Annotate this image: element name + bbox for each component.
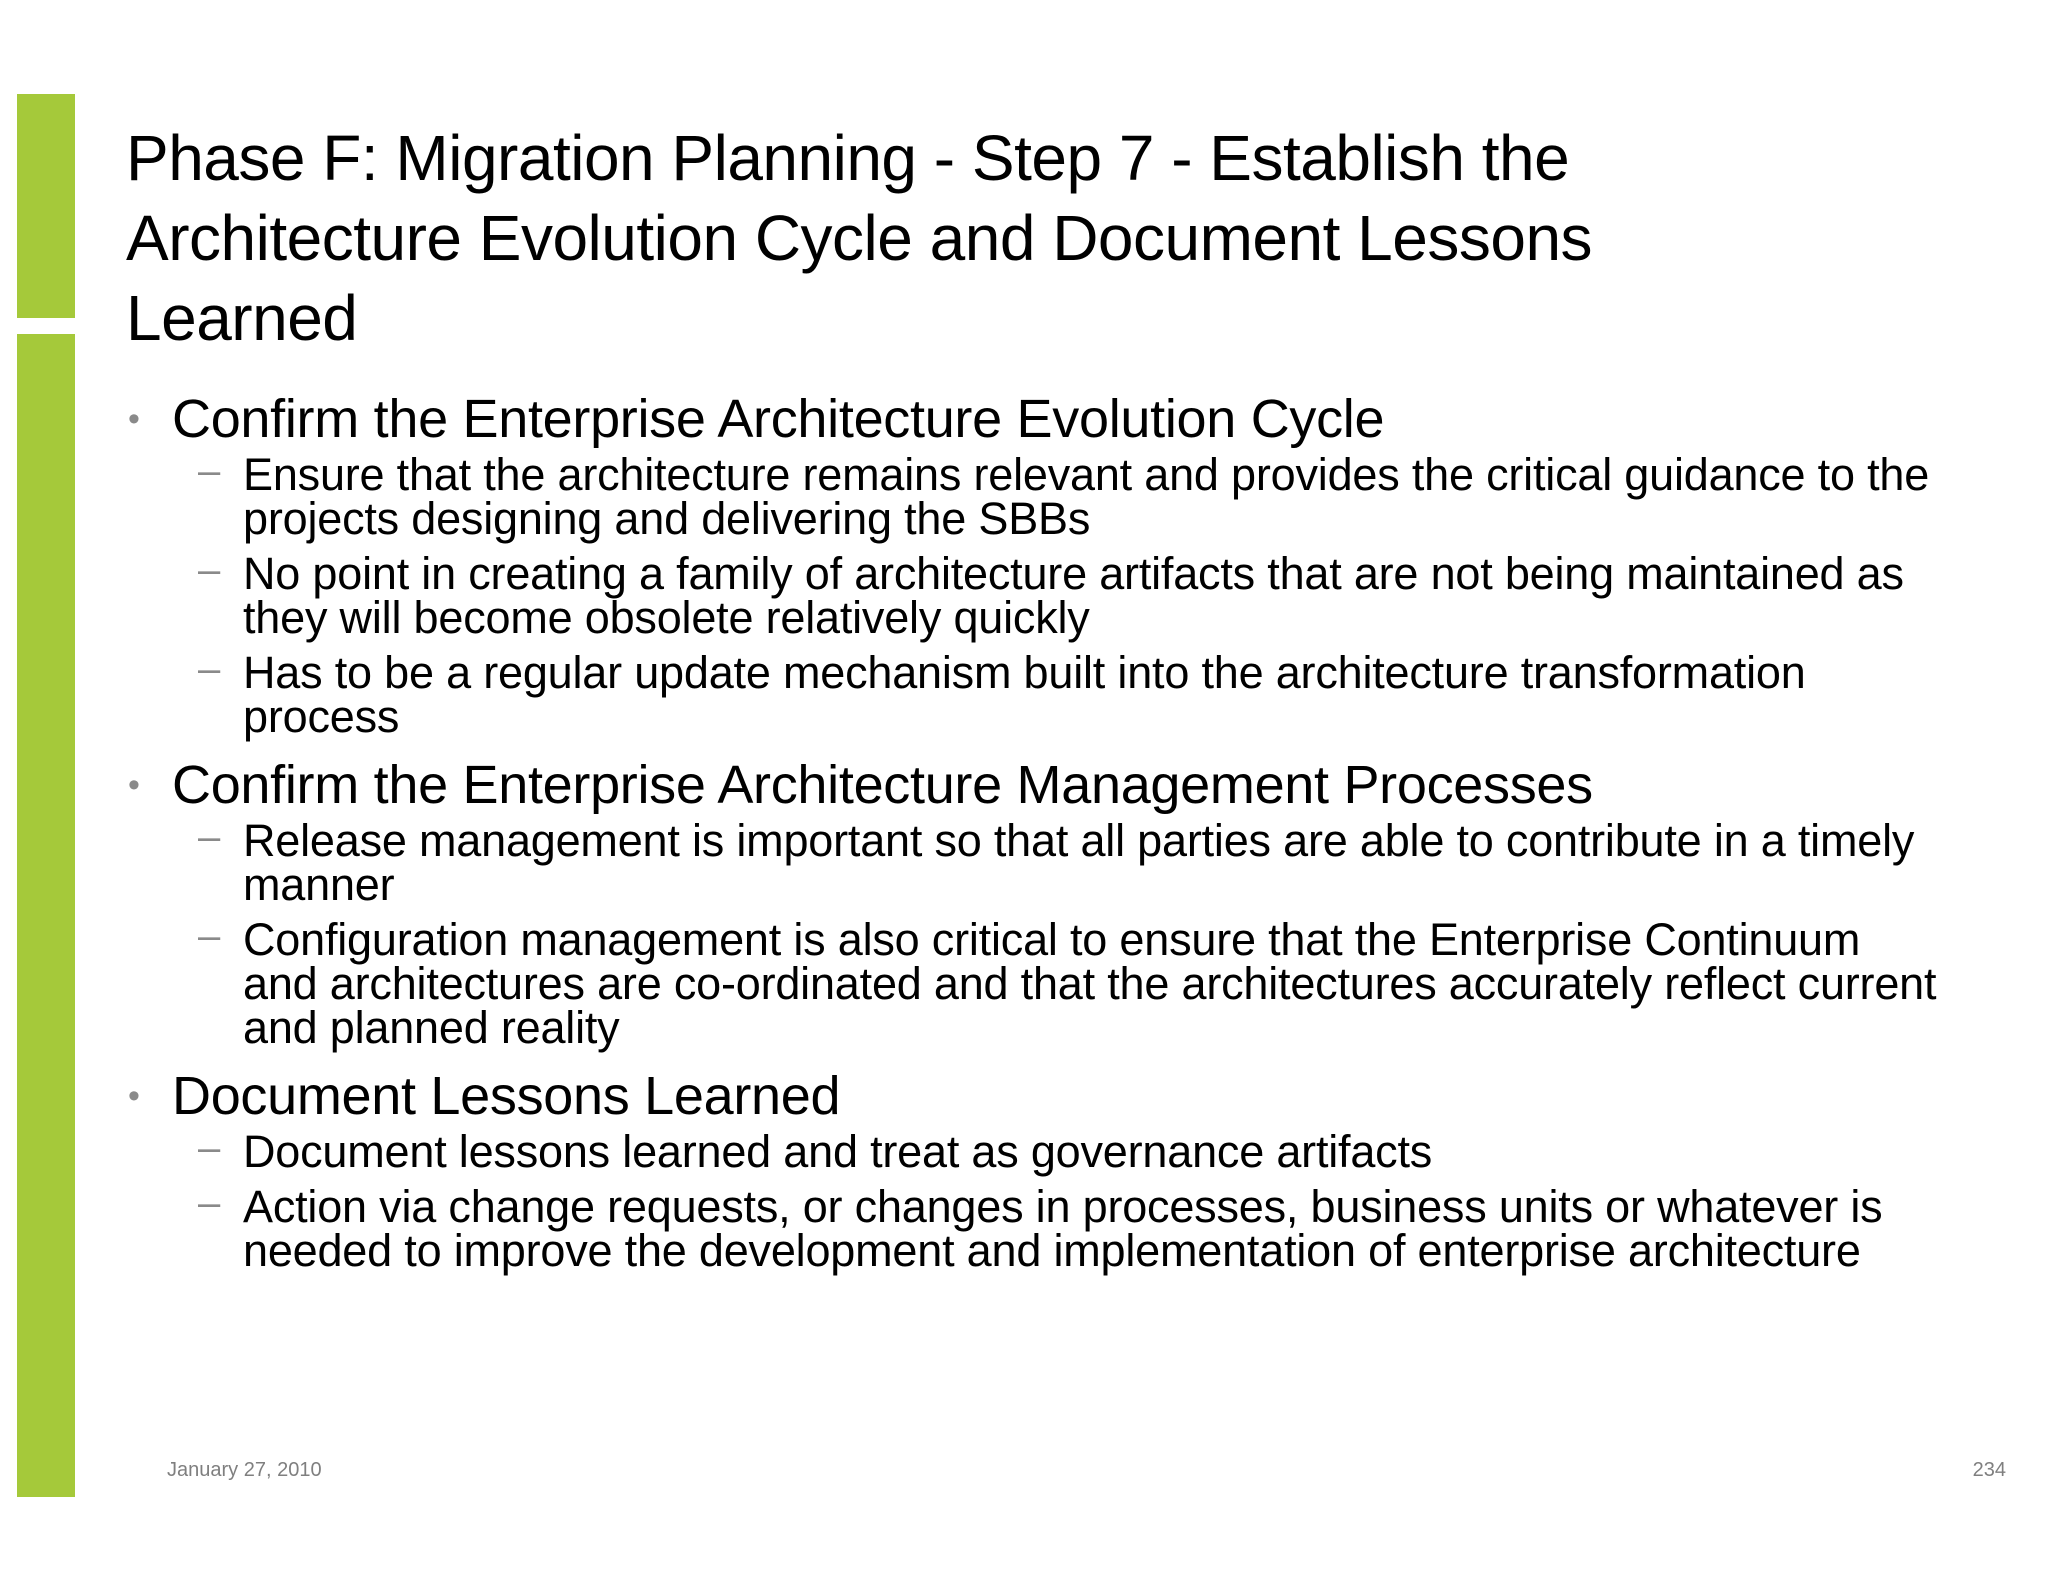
accent-bar-top xyxy=(17,94,75,318)
sub-bullet-list xyxy=(126,1126,1946,1276)
accent-bar-bottom xyxy=(17,334,75,1497)
bullet-dot-icon: • xyxy=(128,766,140,804)
sub-bullet-text: Configuration management is also critical to ensure that the Enterprise Continuum and architectures are co-ordinated and that the architectures accurately reflect current and planned reality xyxy=(243,914,1937,1053)
bullet-text: Confirm the Enterprise Architecture Evolution Cycle xyxy=(172,389,1385,449)
sub-bullet-text: Document lessons learned and treat as governance artifacts xyxy=(243,1126,1433,1177)
bullet-evolution-cycle xyxy=(126,385,1946,453)
sub-bullet xyxy=(126,815,1946,910)
bullet-text: Confirm the Enterprise Architecture Management Processes xyxy=(172,755,1593,815)
bullet-lessons-learned xyxy=(126,1062,1946,1130)
dash-icon: – xyxy=(198,548,221,592)
dash-icon: – xyxy=(198,647,221,691)
slide-content xyxy=(126,385,1946,1285)
sub-bullet xyxy=(126,548,1946,643)
sub-bullet-list xyxy=(126,449,1946,742)
sub-bullet-text: Ensure that the architecture remains relevant and provides the critical guidance to the projects designing and delivering the SBBs xyxy=(243,449,1930,544)
sub-bullet-text: Release management is important so that all parties are able to contribute in a timely manner xyxy=(243,815,1915,910)
dash-icon: – xyxy=(198,914,221,958)
page-number: 234 xyxy=(1972,1459,2006,1481)
dash-icon: – xyxy=(198,1181,221,1225)
sub-bullet-text: No point in creating a family of architecture artifacts that are not being maintained as they will become obsolete relatively quickly xyxy=(243,548,1904,643)
sub-bullet-text: Action via change requests, or changes in processes, business units or whatever is needed to improve the development and implementation of enterprise architecture xyxy=(243,1181,1883,1276)
sub-bullet xyxy=(126,914,1946,1053)
sub-bullet xyxy=(126,1181,1946,1276)
footer-date: January 27, 2010 xyxy=(167,1459,322,1481)
sub-bullet xyxy=(126,647,1946,742)
sub-bullet-text: Has to be a regular update mechanism built into the architecture transformation process xyxy=(243,647,1806,742)
bullet-dot-icon: • xyxy=(128,1077,140,1115)
bullet-management-processes xyxy=(126,751,1946,819)
sub-bullet-list xyxy=(126,815,1946,1053)
dash-icon: – xyxy=(198,449,221,493)
bullet-dot-icon: • xyxy=(128,400,140,438)
dash-icon: – xyxy=(198,1126,221,1170)
bullet-text: Document Lessons Learned xyxy=(172,1066,841,1126)
dash-icon: – xyxy=(198,815,221,859)
slide-title: Phase F: Migration Planning - Step 7 - Establish the Architecture Evolution Cycle and Document Lessons Learned xyxy=(126,122,1593,354)
sub-bullet xyxy=(126,1126,1946,1177)
sub-bullet xyxy=(126,449,1946,544)
